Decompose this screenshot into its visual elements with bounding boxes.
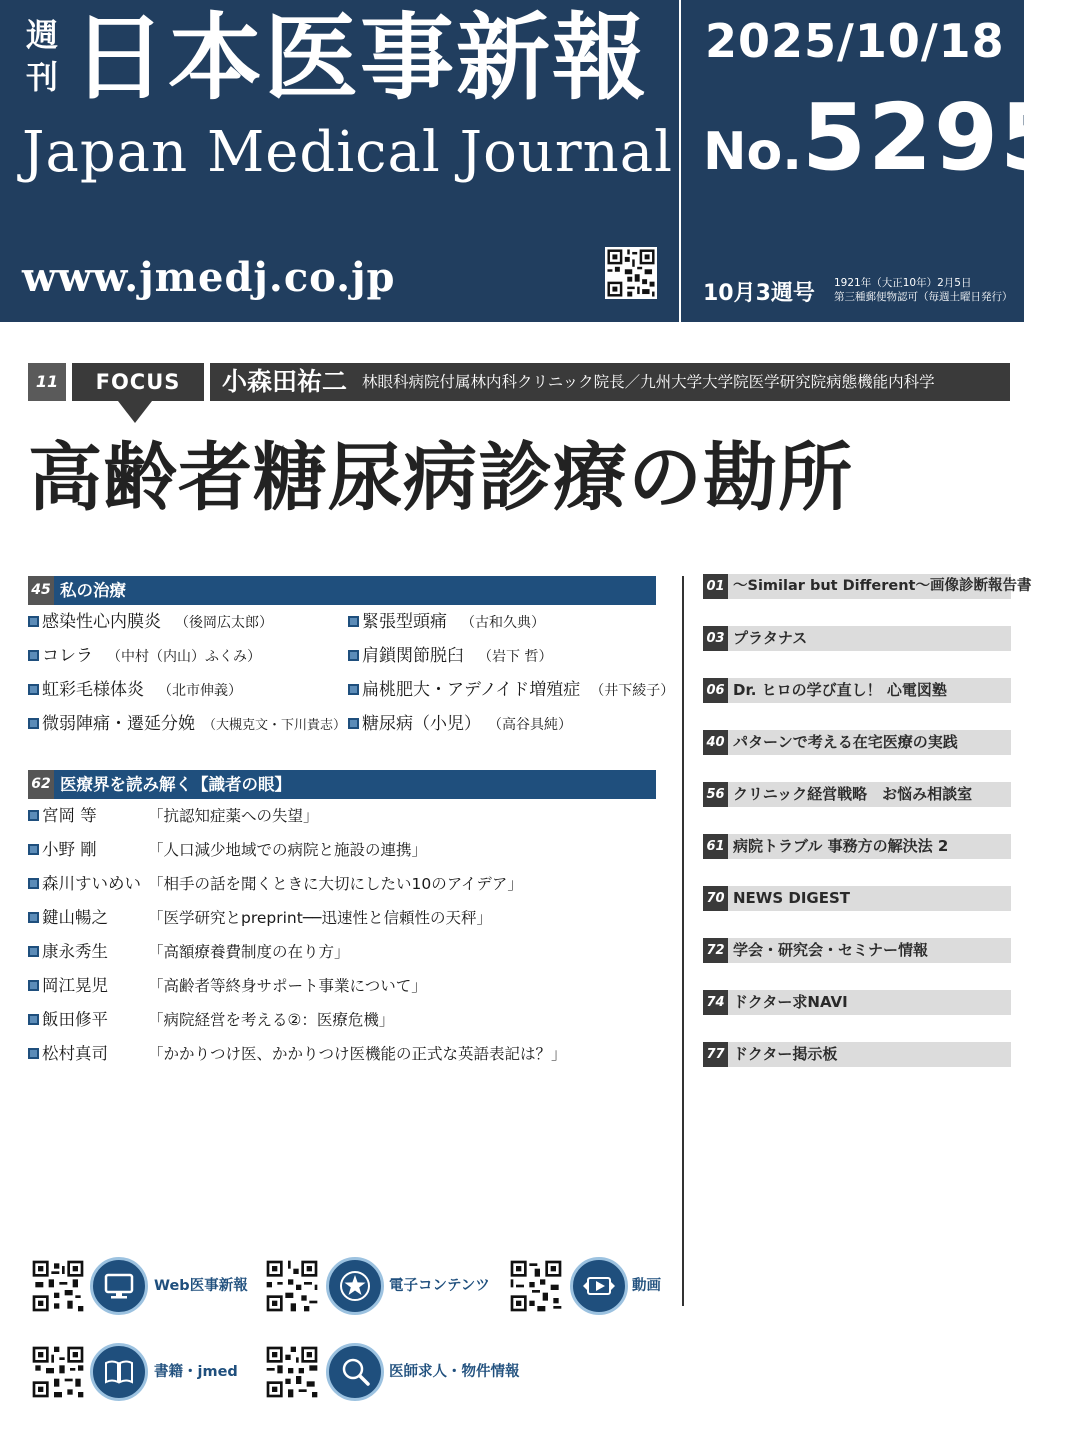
square-bullet-icon bbox=[28, 912, 39, 923]
expert-name: 松村真司 bbox=[42, 1044, 108, 1063]
focus-pointer bbox=[118, 401, 152, 423]
treatment-item[interactable] bbox=[28, 610, 273, 635]
toc-page-number: 77 bbox=[703, 1042, 728, 1067]
treatment-title: 感染性心内膜炎 bbox=[42, 612, 161, 632]
expert-row[interactable] bbox=[28, 872, 668, 896]
issue-number bbox=[703, 84, 1066, 191]
toc-page-number: 74 bbox=[703, 990, 728, 1015]
qr-code-icon[interactable] bbox=[30, 1258, 86, 1314]
expert-row[interactable] bbox=[28, 838, 668, 862]
toc-item[interactable] bbox=[703, 626, 1011, 651]
expert-row[interactable] bbox=[28, 1008, 668, 1032]
books-link-label[interactable]: 書籍・jmed bbox=[154, 1364, 238, 1380]
column-divider bbox=[682, 576, 684, 1306]
toc-item[interactable] bbox=[703, 990, 1011, 1015]
square-bullet-icon bbox=[28, 616, 39, 627]
treatment-title: 肩鎖関節脱臼 bbox=[362, 646, 464, 666]
postal-line-1: 1921年（大正10年）2月5日 bbox=[834, 277, 972, 289]
focus-tag: FOCUS bbox=[72, 363, 204, 401]
expert-article-title: 「かかりつけ医、かかりつけ医機能の正式な英語表記は？」 bbox=[148, 1045, 567, 1063]
treatment-author: （古和久典） bbox=[461, 615, 545, 631]
expert-name: 宮岡 等 bbox=[42, 806, 97, 825]
masthead-left bbox=[0, 0, 678, 322]
toc-item[interactable] bbox=[703, 782, 1011, 807]
expert-article-title: 「病院経営を考える②：医療危機」 bbox=[148, 1011, 395, 1029]
postal-line-2: 第三種郵便物認可（毎週土曜日発行） bbox=[834, 291, 1013, 303]
digital-link-label[interactable]: 電子コンテンツ bbox=[389, 1278, 490, 1294]
qr-code-icon[interactable] bbox=[264, 1258, 320, 1314]
toc-item[interactable] bbox=[703, 730, 1011, 755]
web-monitor-icon[interactable] bbox=[90, 1257, 148, 1315]
expert-article-title: 「人口減少地域での病院と施設の連携」 bbox=[148, 841, 428, 859]
square-bullet-icon bbox=[28, 684, 39, 695]
issue-prefix: No. bbox=[703, 122, 802, 182]
focus-author-bar bbox=[210, 363, 1010, 401]
weekly-char-2: 刊 bbox=[25, 58, 58, 96]
expert-row[interactable] bbox=[28, 974, 668, 998]
weekly-mark bbox=[20, 14, 64, 98]
video-link-label[interactable]: 動画 bbox=[632, 1278, 661, 1294]
qr-code-icon[interactable] bbox=[264, 1344, 320, 1400]
qr-code-icon[interactable] bbox=[605, 247, 657, 299]
qr-code-icon[interactable] bbox=[30, 1344, 86, 1400]
expert-name: 飯田修平 bbox=[42, 1010, 108, 1029]
toc-title: Dr. ヒロの学び直し！ 心電図塾 bbox=[733, 681, 947, 699]
toc-item[interactable] bbox=[703, 678, 1011, 703]
journal-title-en: Japan Medical Journal bbox=[22, 120, 673, 185]
toc-item[interactable] bbox=[703, 574, 1032, 599]
expert-row[interactable] bbox=[28, 906, 668, 930]
treatment-title: 糖尿病（小児） bbox=[362, 714, 481, 734]
web-link-label[interactable]: Web医事新報 bbox=[154, 1278, 248, 1294]
jobs-link-label[interactable]: 医師求人・物件情報 bbox=[389, 1364, 520, 1380]
square-bullet-icon bbox=[28, 718, 39, 729]
website-url[interactable]: www.jmedj.co.jp bbox=[22, 254, 396, 301]
feature-headline[interactable]: 高齢者糖尿病診療の勘所 bbox=[28, 435, 853, 521]
toc-page-number: 72 bbox=[703, 938, 728, 963]
focus-affiliation: 林眼科病院付属林内科クリニック院長／九州大学大学院医学研究院病態機能内科学 bbox=[362, 373, 935, 391]
square-bullet-icon bbox=[28, 1014, 39, 1025]
treatment-item[interactable] bbox=[28, 712, 346, 738]
toc-title: ～Similar but Different～画像診断報告書 bbox=[733, 578, 1032, 594]
treatment-author: （後岡広太郎） bbox=[175, 615, 273, 631]
treatment-section-header[interactable] bbox=[28, 576, 656, 605]
treatment-author: （北市伸義） bbox=[158, 683, 242, 699]
treatment-page-number: 45 bbox=[28, 576, 54, 605]
toc-page-number: 61 bbox=[703, 834, 728, 859]
square-bullet-icon bbox=[28, 1048, 39, 1059]
treatment-section-title: 私の治療 bbox=[60, 581, 126, 600]
square-bullet-icon bbox=[28, 980, 39, 991]
video-play-icon[interactable] bbox=[570, 1257, 628, 1315]
expert-article-title: 「医学研究とpreprint──迅速性と信頼性の天秤」 bbox=[148, 909, 492, 927]
toc-item[interactable] bbox=[703, 938, 1011, 963]
toc-page-number: 03 bbox=[703, 626, 728, 651]
treatment-title: 扁桃肥大・アデノイド増殖症 bbox=[362, 680, 581, 700]
treatment-item[interactable] bbox=[28, 644, 261, 669]
treatment-item[interactable] bbox=[28, 678, 242, 703]
expert-article-title: 「高額療養費制度の在り方」 bbox=[148, 943, 350, 961]
square-bullet-icon bbox=[348, 650, 359, 661]
focus-author: 小森田祐二 bbox=[222, 367, 348, 396]
expert-row[interactable] bbox=[28, 1042, 668, 1066]
toc-page-number: 01 bbox=[703, 574, 728, 599]
toc-title: ドクター掲示板 bbox=[733, 1045, 838, 1063]
expert-article-title: 「相手の話を聞くときに大切にしたい10のアイデア」 bbox=[148, 875, 523, 893]
magnifier-icon[interactable] bbox=[326, 1343, 384, 1401]
treatment-item[interactable] bbox=[348, 610, 545, 635]
toc-title: プラタナス bbox=[733, 629, 808, 647]
expert-row[interactable] bbox=[28, 940, 668, 964]
square-bullet-icon bbox=[28, 844, 39, 855]
toc-title: パターンで考える在宅医療の実践 bbox=[733, 733, 958, 751]
treatment-title: コレラ bbox=[42, 646, 93, 666]
toc-item[interactable] bbox=[703, 886, 1011, 911]
treatment-title: 緊張型頭痛 bbox=[362, 612, 447, 632]
square-bullet-icon bbox=[28, 650, 39, 661]
square-bullet-icon bbox=[28, 946, 39, 957]
experts-section-header[interactable] bbox=[28, 770, 656, 799]
toc-page-number: 06 bbox=[703, 678, 728, 703]
toc-page-number: 56 bbox=[703, 782, 728, 807]
weekly-char-1: 週 bbox=[25, 16, 58, 54]
treatment-item[interactable] bbox=[348, 644, 552, 669]
toc-title: 病院トラブル 事務方の解決法 2 bbox=[733, 837, 949, 855]
qr-code-icon[interactable] bbox=[508, 1258, 564, 1314]
square-bullet-icon bbox=[28, 878, 39, 889]
square-bullet-icon bbox=[348, 684, 359, 695]
experts-page-number: 62 bbox=[28, 770, 54, 799]
expert-article-title: 「抗認知症薬への失望」 bbox=[148, 807, 319, 825]
square-bullet-icon bbox=[348, 718, 359, 729]
masthead-divider bbox=[679, 0, 681, 322]
treatment-title: 微弱陣痛・遷延分娩 bbox=[42, 714, 195, 734]
square-bullet-icon bbox=[28, 810, 39, 821]
treatment-author: （井下綾子） bbox=[590, 683, 675, 699]
toc-title: NEWS DIGEST bbox=[733, 889, 850, 907]
expert-row[interactable] bbox=[28, 804, 668, 828]
postal-info bbox=[834, 276, 1013, 304]
toc-title: ドクター求NAVI bbox=[733, 993, 848, 1011]
treatment-item[interactable] bbox=[348, 678, 674, 703]
treatment-author: （岩下 哲） bbox=[478, 649, 553, 665]
toc-title: 学会・研究会・セミナー情報 bbox=[733, 941, 929, 959]
experts-section-title: 医療界を読み解く【識者の眼】 bbox=[60, 775, 291, 794]
issue-date: 2025/10/18 bbox=[705, 14, 1005, 68]
treatment-author: （高谷具純） bbox=[495, 717, 572, 733]
expert-name: 森川すいめい bbox=[42, 874, 141, 893]
focus-page-number: 11 bbox=[28, 363, 66, 401]
expert-article-title: 「高齢者等終身サポート事業について」 bbox=[148, 977, 427, 995]
expert-name: 鍵山暢之 bbox=[42, 908, 108, 927]
week-label: 10月3週号 bbox=[703, 281, 815, 306]
masthead bbox=[0, 0, 1066, 322]
expert-name: 康永秀生 bbox=[42, 942, 108, 961]
book-icon[interactable] bbox=[90, 1343, 148, 1401]
toc-item[interactable] bbox=[703, 1042, 1011, 1067]
expert-name: 小野 剛 bbox=[42, 840, 97, 859]
treatment-author: （大槻克文・下川貴志） bbox=[203, 718, 347, 733]
issue-digits: 5295 bbox=[802, 84, 1066, 191]
square-bullet-icon bbox=[348, 616, 359, 627]
expert-name: 岡江晃児 bbox=[42, 976, 108, 995]
journal-title-jp: 日本医事新報 bbox=[72, 4, 649, 113]
focus-banner[interactable] bbox=[28, 363, 1010, 401]
toc-title: クリニック経営戦略 お悩み相談室 bbox=[733, 785, 973, 803]
toc-page-number: 40 bbox=[703, 730, 728, 755]
star-content-icon[interactable] bbox=[326, 1257, 384, 1315]
treatment-item[interactable] bbox=[348, 712, 572, 737]
treatment-title: 虹彩毛様体炎 bbox=[42, 680, 144, 700]
treatment-author: （中村（内山）ふくみ） bbox=[107, 649, 261, 665]
toc-item[interactable] bbox=[703, 834, 1011, 859]
toc-page-number: 70 bbox=[703, 886, 728, 911]
